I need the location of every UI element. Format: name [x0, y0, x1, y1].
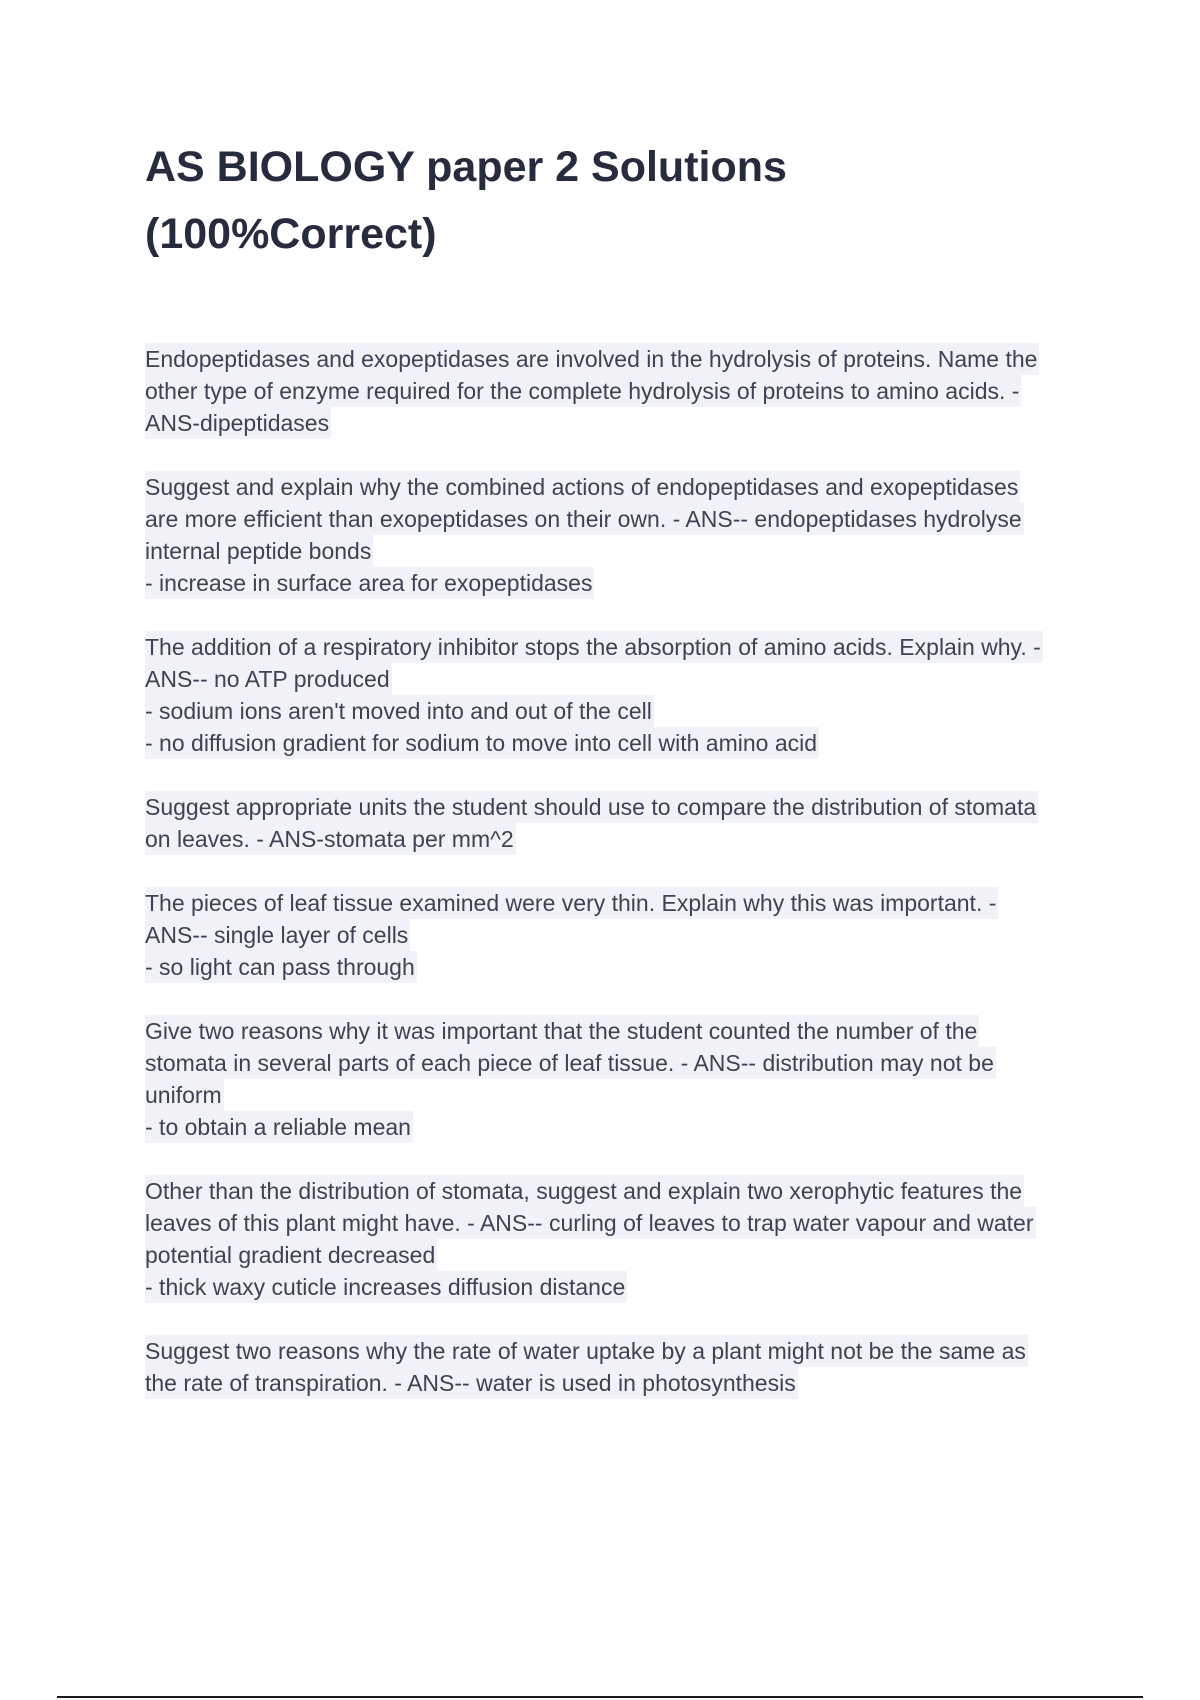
qa-item — [145, 343, 1090, 439]
qa-text-line: stomata in several parts of each piece of leaf tissue. - ANS-- distribution may not be — [145, 1047, 996, 1079]
qa-text-line: the rate of transpiration. - ANS-- water is used in photosynthesis — [145, 1367, 798, 1399]
qa-text-line: ANS-dipeptidases — [145, 407, 331, 439]
qa-item — [145, 1335, 1090, 1399]
qa-text-line: on leaves. - ANS-stomata per mm^2 — [145, 823, 516, 855]
qa-text-line: - sodium ions aren't moved into and out of the cell — [145, 695, 654, 727]
qa-text-line: Suggest two reasons why the rate of water uptake by a plant might not be the same as — [145, 1335, 1028, 1367]
qa-text-line: are more efficient than exopeptidases on their own. - ANS-- endopeptidases hydrolyse — [145, 503, 1024, 535]
qa-item — [145, 791, 1090, 855]
qa-text-line: potential gradient decreased — [145, 1239, 437, 1271]
qa-text-line: - no diffusion gradient for sodium to move into cell with amino acid — [145, 727, 819, 759]
footer-rule — [57, 1696, 1143, 1698]
qa-text-line: - to obtain a reliable mean — [145, 1111, 413, 1143]
qa-text-line: - thick waxy cuticle increases diffusion distance — [145, 1271, 627, 1303]
title-line-1: AS BIOLOGY paper 2 Solutions — [145, 143, 787, 191]
qa-text-line: ANS-- no ATP produced — [145, 663, 392, 695]
qa-item — [145, 471, 1090, 599]
page-title — [145, 134, 1045, 268]
qa-text-line: leaves of this plant might have. - ANS-- curling of leaves to trap water vapour and water — [145, 1207, 1036, 1239]
qa-text-line: ANS-- single layer of cells — [145, 919, 410, 951]
qa-item — [145, 1015, 1090, 1143]
qa-text-line: Endopeptidases and exopeptidases are involved in the hydrolysis of proteins. Name the — [145, 343, 1039, 375]
qa-item — [145, 631, 1090, 759]
qa-item — [145, 887, 1090, 983]
qa-text-line: other type of enzyme required for the complete hydrolysis of proteins to amino acids. - — [145, 375, 1021, 407]
qa-text-line: Suggest and explain why the combined actions of endopeptidases and exopeptidases — [145, 471, 1020, 503]
qa-text-line: Give two reasons why it was important that the student counted the number of the — [145, 1015, 979, 1047]
qa-text-line: - so light can pass through — [145, 951, 417, 983]
qa-text-line: The addition of a respiratory inhibitor stops the absorption of amino acids. Explain why. - — [145, 631, 1043, 663]
qa-text-line: uniform — [145, 1079, 224, 1111]
qa-list — [145, 343, 1090, 1431]
qa-item — [145, 1175, 1090, 1303]
qa-text-line: Suggest appropriate units the student should use to compare the distribution of stomata — [145, 791, 1038, 823]
qa-text-line: Other than the distribution of stomata, suggest and explain two xerophytic features the — [145, 1175, 1024, 1207]
qa-text-line: The pieces of leaf tissue examined were very thin. Explain why this was important. - — [145, 887, 998, 919]
title-line-2: (100%Correct) — [145, 210, 437, 258]
qa-text-line: - increase in surface area for exopeptidases — [145, 567, 594, 599]
qa-text-line: internal peptide bonds — [145, 535, 373, 567]
